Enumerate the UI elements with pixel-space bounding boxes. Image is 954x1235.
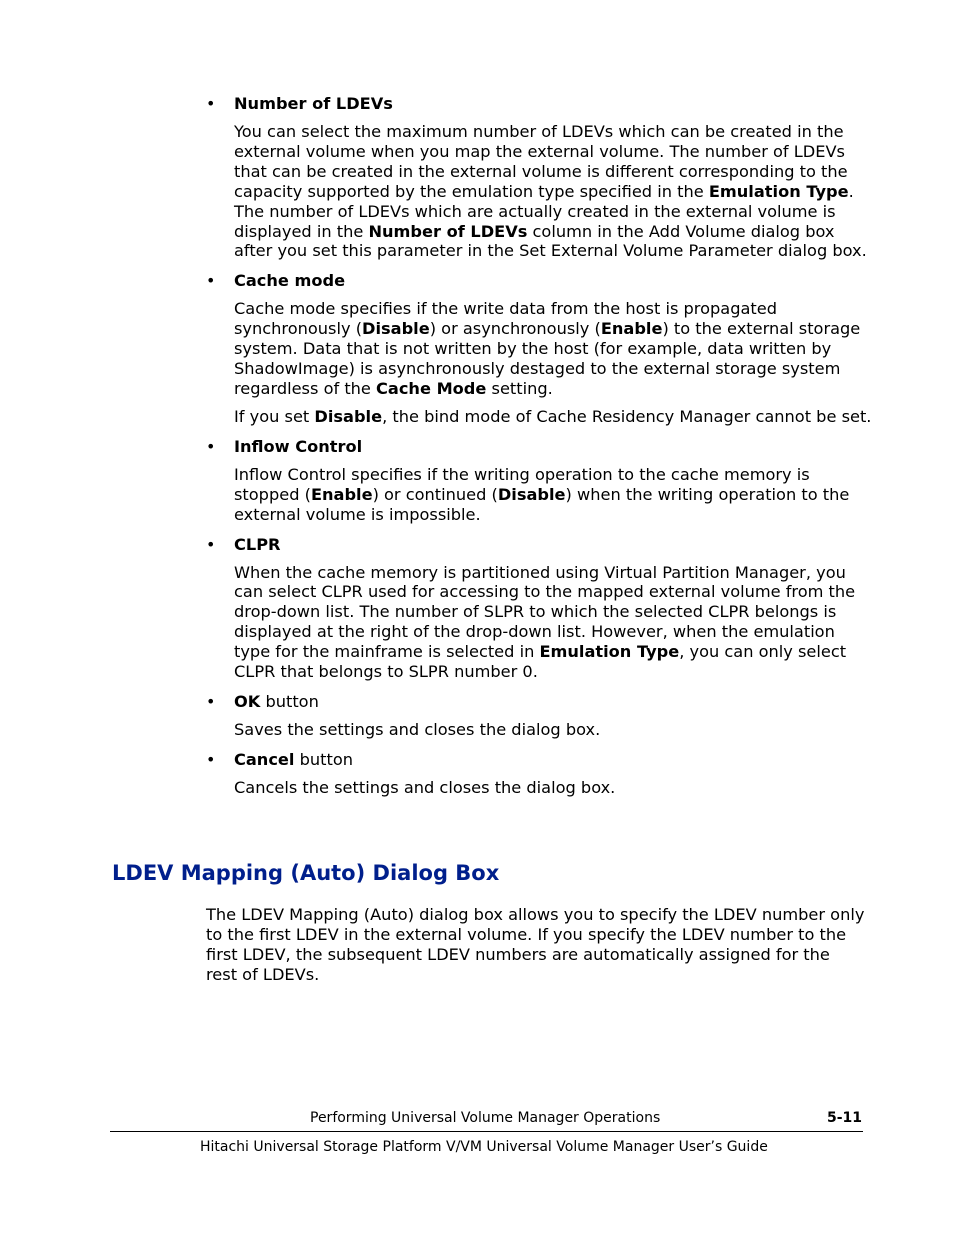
list-item-body bbox=[206, 299, 876, 426]
text-run: column in the Add Volume dialog box after you set this parameter in the Set External Volume Parameter dialog box. bbox=[234, 221, 867, 261]
body-paragraph bbox=[234, 720, 876, 740]
section-heading: LDEV Mapping (Auto) Dialog Box bbox=[112, 861, 500, 885]
emphasis-text: Enable bbox=[310, 484, 373, 504]
list-item-term: CLPR bbox=[234, 534, 281, 554]
text-run: If you set bbox=[234, 406, 315, 426]
emphasis-text: Emulation Type bbox=[539, 642, 680, 662]
body-paragraph bbox=[234, 299, 876, 399]
body-paragraph bbox=[234, 122, 876, 261]
text-run: When the cache memory is partitioned using Virtual Partition Manager, you can select CLPR used for accessing to the mapped external volume from the drop-down list. The number of SLPR to which the selected CLPR belongs is displayed at the right of the drop-down list. However, when the emulation type for the mainframe is selected in bbox=[234, 562, 856, 662]
section-paragraph: The LDEV Mapping (Auto) dialog box allows you to specify the LDEV number only to the first LDEV in the external volume. If you specify the LDEV number to the first LDEV, the subsequent LDEV numbers are automatically assigned for the rest of LDEVs. bbox=[206, 905, 865, 984]
text-run: ) to the external storage system. Data that is not written by the host (for example, data written by ShadowImage) is asynchronously destaged to the external storage system regardless of the bbox=[234, 319, 861, 398]
text-run: , you can only select CLPR that belongs to SLPR number 0. bbox=[234, 642, 847, 682]
list-item-heading bbox=[206, 692, 876, 712]
list-item bbox=[206, 535, 876, 682]
text-run: setting. bbox=[486, 378, 553, 398]
list-item-term: Cancel bbox=[234, 749, 295, 769]
list-item bbox=[206, 271, 876, 426]
emphasis-text: Number of LDEVs bbox=[368, 221, 528, 241]
list-item-body bbox=[206, 465, 876, 525]
list-item bbox=[206, 692, 876, 740]
bullet-icon: • bbox=[206, 271, 216, 291]
bullet-icon: • bbox=[206, 534, 216, 554]
body-paragraph bbox=[234, 465, 876, 525]
text-run: Saves the settings and closes the dialog box. bbox=[234, 719, 601, 739]
emphasis-text: Emulation Type bbox=[708, 181, 849, 201]
emphasis-text: Disable bbox=[362, 319, 430, 339]
parameter-list bbox=[206, 94, 876, 808]
footer-guide-title: Hitachi Universal Storage Platform V/VM Universal Volume Manager User’s Guide bbox=[200, 1139, 768, 1155]
text-run: ) when the writing operation to the external volume is impossible. bbox=[234, 484, 850, 524]
list-item bbox=[206, 750, 876, 798]
list-item-term: Number of LDEVs bbox=[234, 94, 393, 113]
text-run: Cancels the settings and closes the dialog box. bbox=[234, 777, 616, 797]
list-item-heading bbox=[206, 271, 876, 291]
list-item-term-suffix: button bbox=[294, 749, 353, 769]
text-run: , the bind mode of Cache Residency Manager cannot be set. bbox=[382, 406, 872, 426]
text-run: Cache mode specifies if the write data from the host is propagated synchronously ( bbox=[234, 299, 777, 339]
body-paragraph bbox=[234, 778, 876, 798]
bullet-icon: • bbox=[206, 94, 216, 113]
bullet-icon: • bbox=[206, 691, 216, 711]
list-item-heading bbox=[206, 437, 876, 457]
list-item-body bbox=[206, 563, 876, 682]
list-item bbox=[206, 94, 876, 261]
list-item-heading bbox=[206, 94, 876, 114]
body-paragraph bbox=[234, 563, 876, 682]
list-item-body bbox=[206, 778, 876, 798]
body-paragraph bbox=[234, 407, 876, 427]
list-item-term: Inflow Control bbox=[234, 436, 363, 456]
emphasis-text: Disable bbox=[314, 406, 383, 426]
text-run: ) or asynchronously ( bbox=[429, 319, 601, 339]
emphasis-text: Enable bbox=[600, 319, 663, 339]
emphasis-text: Cache Mode bbox=[376, 378, 487, 398]
bullet-icon: • bbox=[206, 436, 216, 456]
list-item-term-suffix: button bbox=[260, 691, 319, 711]
footer-chapter-title: Performing Universal Volume Manager Operations bbox=[310, 1110, 661, 1126]
text-run: ) or continued ( bbox=[372, 484, 498, 504]
text-run: . The number of LDEVs which are actually created in the external volume is displayed in the bbox=[234, 181, 854, 241]
list-item-heading bbox=[206, 535, 876, 555]
bullet-icon: • bbox=[206, 749, 216, 769]
footer-divider bbox=[110, 1131, 863, 1132]
footer-page-number: 5-11 bbox=[826, 1110, 862, 1126]
list-item-term: Cache mode bbox=[234, 271, 346, 291]
list-item bbox=[206, 437, 876, 525]
list-item-body bbox=[206, 720, 876, 740]
text-run: You can select the maximum number of LDEVs which can be created in the external volume when you map the external volume. The number of LDEVs that can be created in the external volume is different corresponding to the capacity supported by the emulation type specified in the bbox=[234, 122, 848, 201]
list-item-term: OK bbox=[234, 691, 261, 711]
list-item-heading bbox=[206, 750, 876, 770]
list-item-body bbox=[206, 122, 876, 261]
text-run: Inflow Control specifies if the writing operation to the cache memory is stopped ( bbox=[234, 464, 810, 504]
emphasis-text: Disable bbox=[497, 484, 566, 504]
